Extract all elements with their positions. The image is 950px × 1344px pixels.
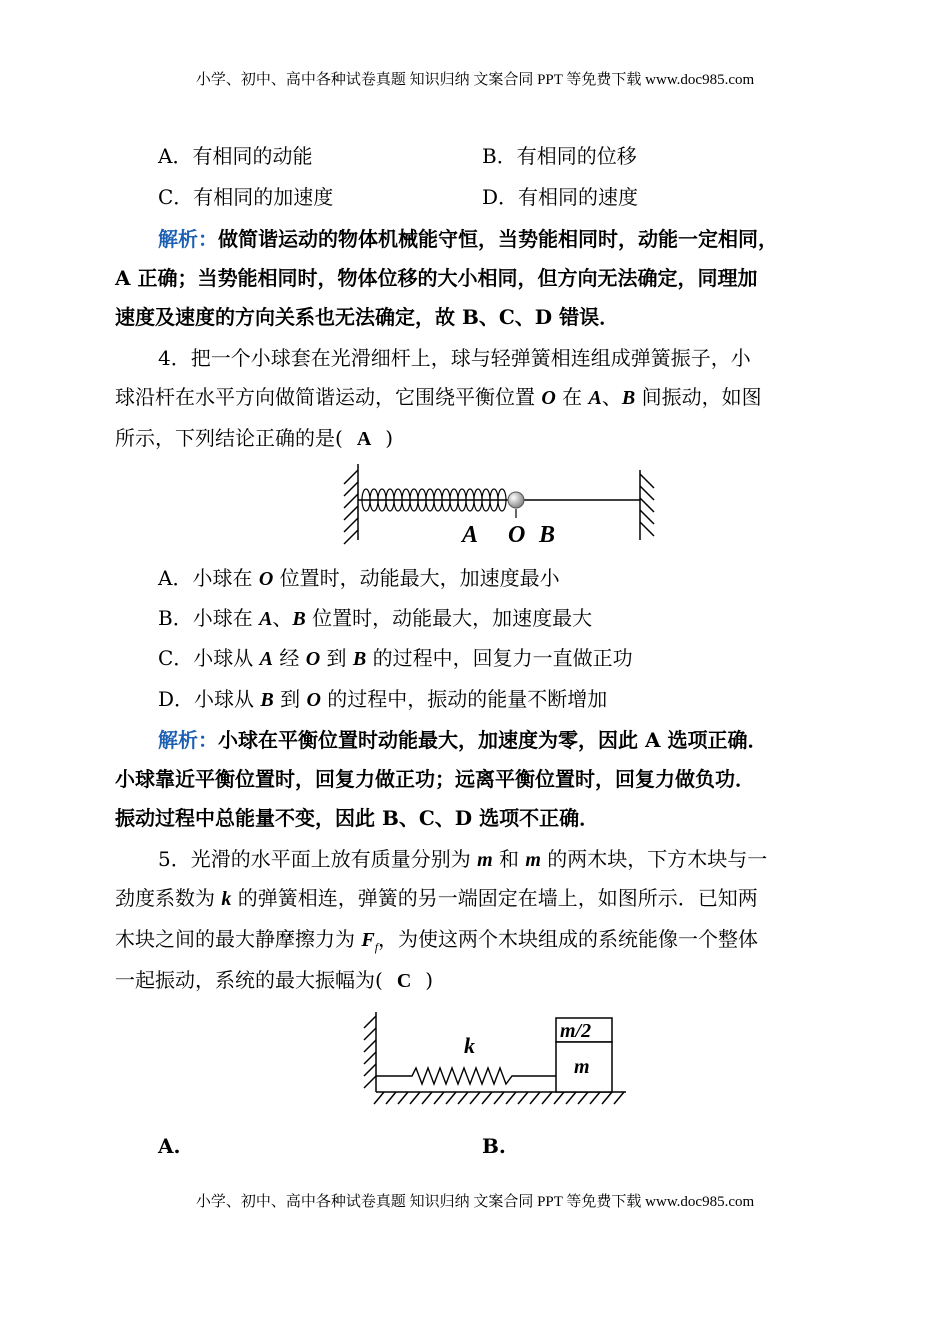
spring: [376, 1068, 556, 1084]
q4-analysis-line-3: 振动过程中总能量不变，因此 B、C、D 选项不正确．: [115, 806, 600, 830]
q4-answer: A: [356, 428, 372, 450]
q4-analysis-line-2: 小球靠近平衡位置时，回复力做正功；远离平衡位置时，回复力做负功．: [115, 767, 755, 791]
analysis-label: 解析：: [158, 728, 218, 752]
q4-stem-line-2: 球沿杆在水平方向做简谐运动，它围绕平衡位置 O 在 A、B 间振动，如图: [115, 385, 762, 409]
q5-stem-line-3: 木块之间的最大静摩擦力为 $F_f$，为使这两个木块组成的系统能像一个整体: [115, 927, 759, 954]
q3-option-a: A．有相同的动能: [158, 144, 313, 168]
q5-stem-line-1: 5．光滑的水平面上放有质量分别为 m 和 m 的两木块，下方木块与一: [158, 847, 768, 871]
q5-stem-line-4: 一起振动，系统的最大振幅为( C ): [115, 968, 434, 992]
q4-option-c: C．小球从 A 经 O 到 B 的过程中，回复力一直做正功: [158, 646, 633, 670]
q4-option-b: B．小球在 A、B 位置时，动能最大，加速度最大: [158, 606, 593, 630]
label-top-block: m/2: [560, 1020, 592, 1042]
right-wall: [640, 470, 654, 540]
q5-stem-line-2: 劲度系数为 k 的弹簧相连，弹簧的另一端固定在墙上，如图所示．已知两: [115, 886, 758, 910]
wall: [364, 1012, 376, 1092]
label-a: A: [462, 522, 479, 548]
q5-spring-block-figure: [360, 1008, 632, 1110]
q3-option-c: C．有相同的加速度: [158, 185, 334, 209]
q4-spring-oscillator-figure: [338, 460, 663, 550]
page-header: 小学、初中、高中各种试卷真题 知识归纳 文案合同 PPT 等免费下载 www.doc985.com: [195, 72, 755, 88]
q3-analysis-line-2: A 正确；当势能相同时，物体位移的大小相同，但方向无法确定，同理加: [115, 266, 758, 290]
q3-option-d: D．有相同的速度: [482, 185, 639, 209]
page-footer: 小学、初中、高中各种试卷真题 知识归纳 文案合同 PPT 等免费下载 www.doc985.com: [195, 1194, 755, 1210]
label-bottom-block: m: [574, 1056, 590, 1078]
analysis-label: 解析：: [158, 227, 218, 251]
q4-analysis-line-1: 解析：小球在平衡位置时动能最大，加速度为零，因此 A 选项正确．: [158, 728, 768, 752]
q4-stem-line-3: 所示，下列结论正确的是( A ): [115, 426, 394, 450]
q4-option-a: A．小球在 O 位置时，动能最大，加速度最小: [158, 566, 560, 590]
q5-option-b: B.: [482, 1134, 506, 1158]
q3-analysis-line-3: 速度及速度的方向关系也无法确定，故 B、C、D 错误．: [115, 305, 620, 329]
q5-answer: C: [396, 970, 412, 992]
q3-option-b: B．有相同的位移: [482, 144, 637, 168]
ball: [508, 492, 524, 508]
floor: [374, 1092, 626, 1104]
label-o: O: [508, 522, 526, 548]
label-b: B: [539, 522, 556, 548]
q3-analysis-line-1: 解析：做简谐运动的物体机械能守恒，当势能相同时，动能一定相同，: [158, 227, 778, 251]
label-k: k: [464, 1033, 475, 1058]
q4-stem-line-1: 4．把一个小球套在光滑细杆上，球与轻弹簧相连组成弹簧振子，小: [158, 346, 751, 370]
q4-option-d: D．小球从 B 到 O 的过程中，振动的能量不断增加: [158, 687, 608, 711]
q5-option-a: A.: [158, 1134, 181, 1158]
left-wall: [344, 464, 358, 544]
